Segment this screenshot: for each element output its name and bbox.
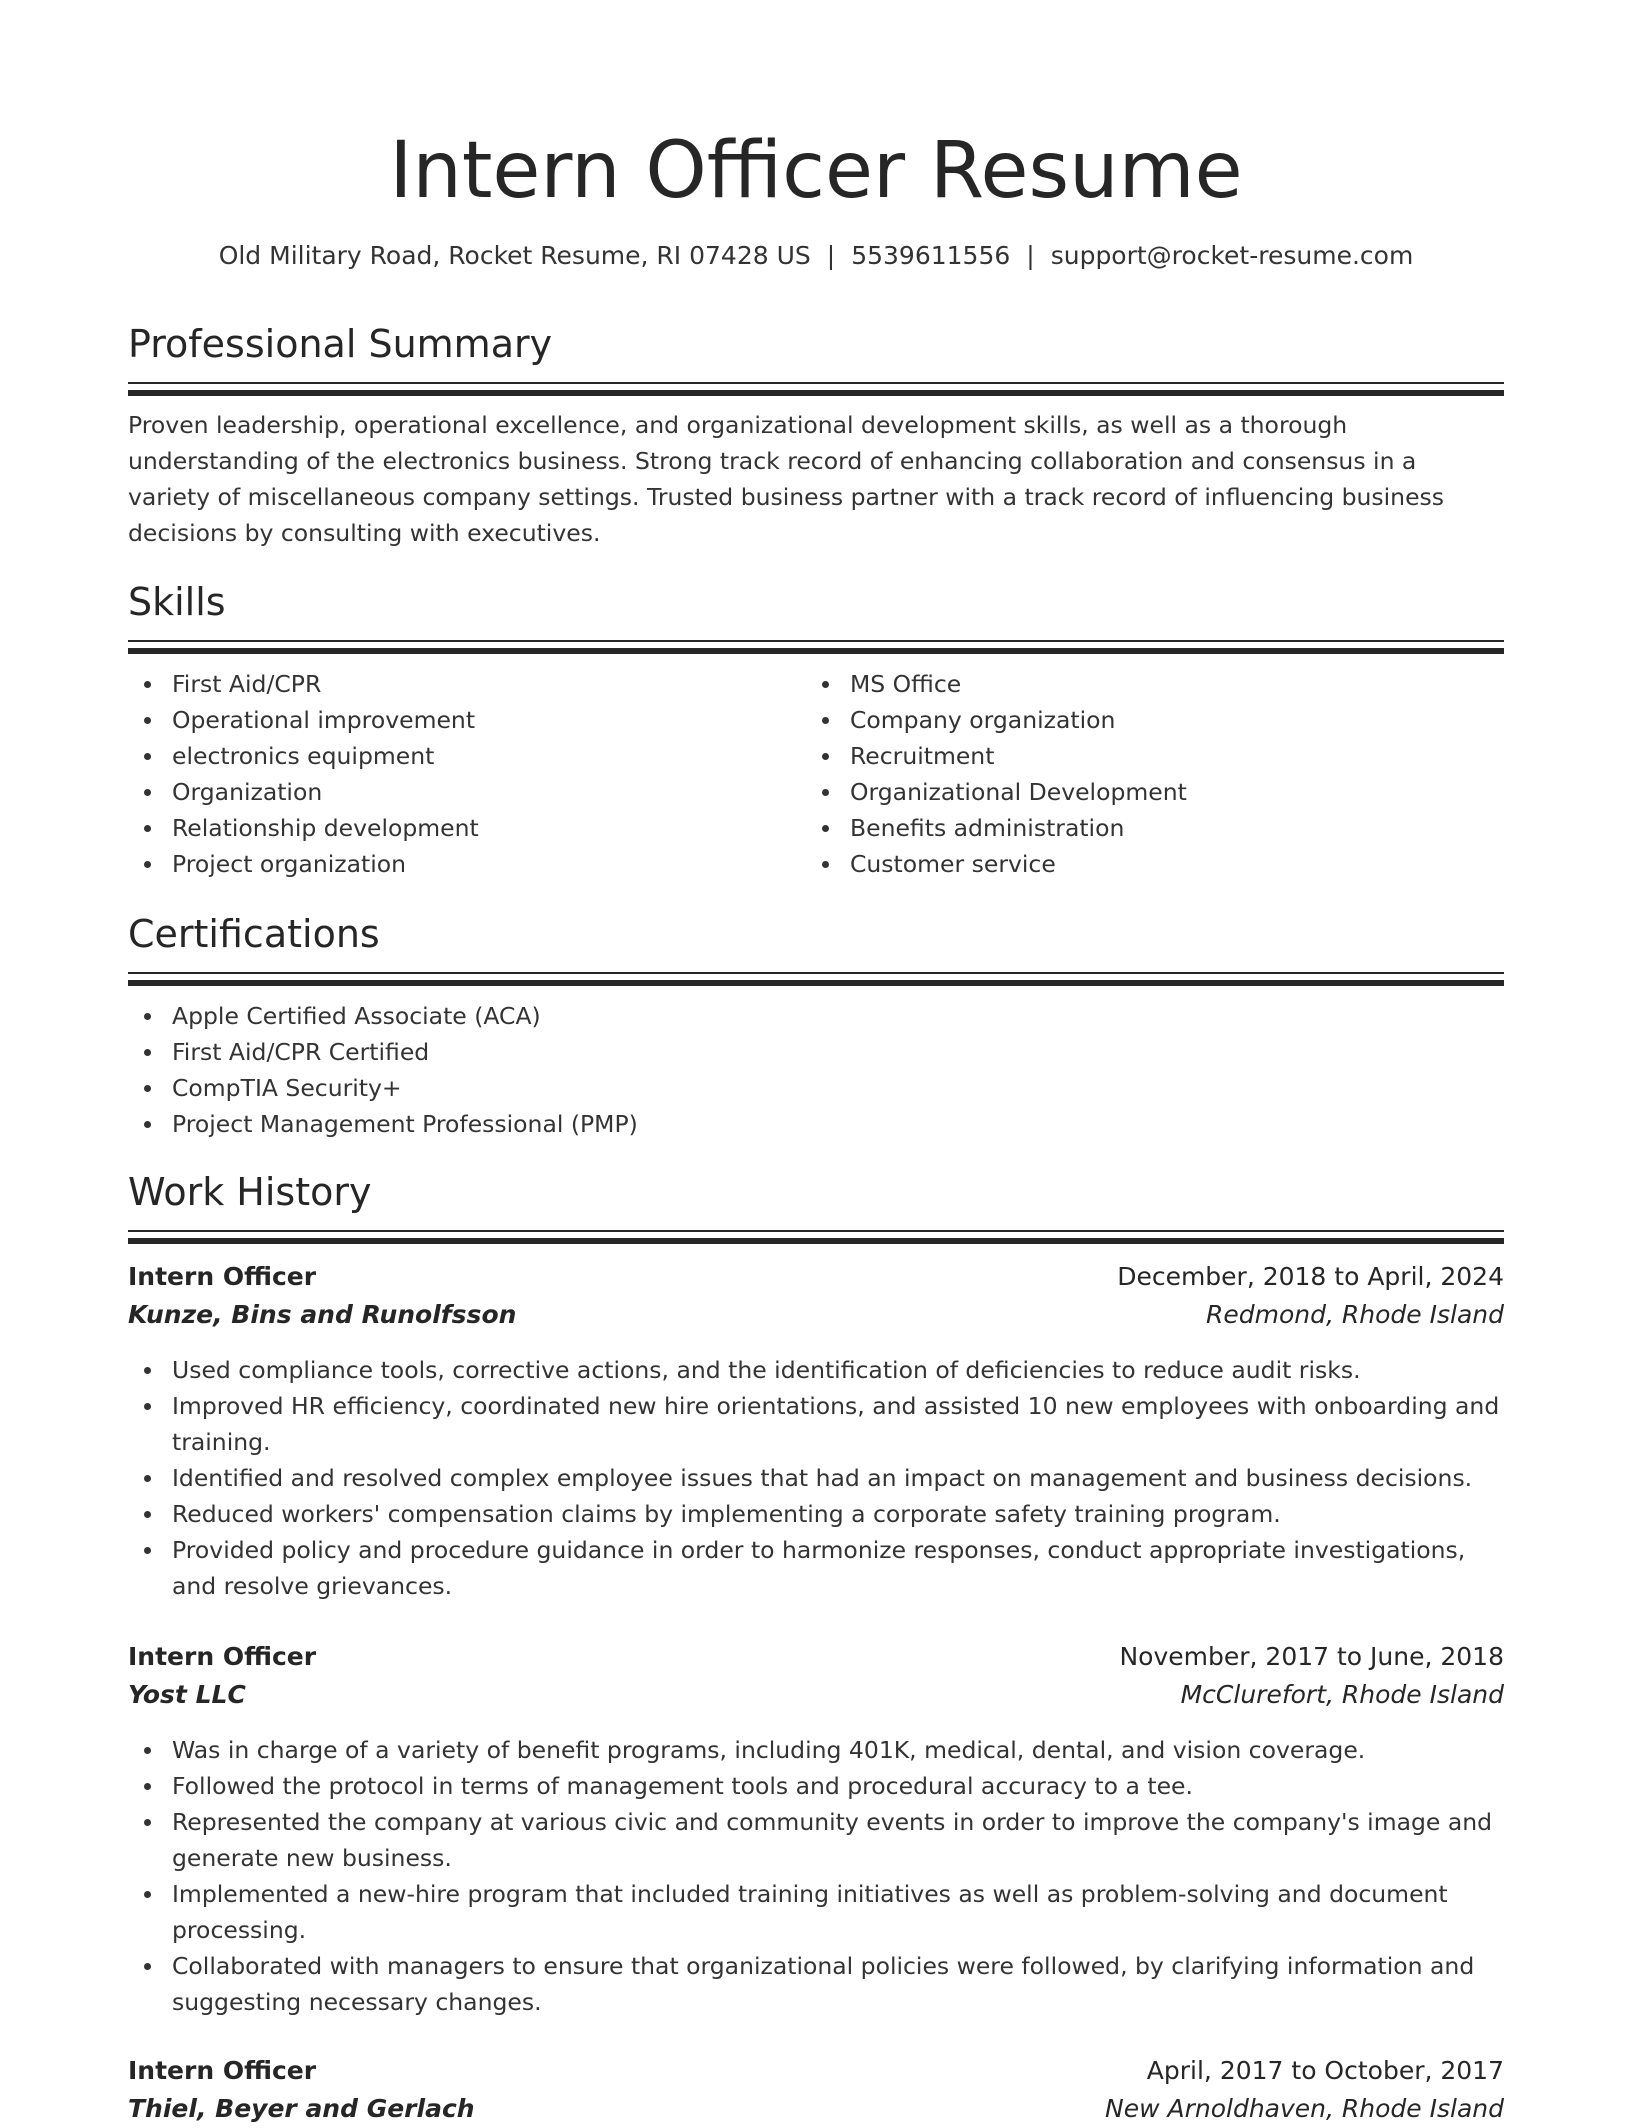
certifications-list: [128, 998, 1504, 1142]
job-company: Yost LLC: [128, 1680, 246, 1709]
certifications-section-header: [128, 908, 1504, 986]
job-bullet: Followed the protocol in terms of management tools and procedural accuracy to a tee.: [172, 1768, 1504, 1804]
skill-item: Relationship development: [172, 810, 806, 846]
skill-item: Company organization: [850, 702, 1504, 738]
skills-right-column: [806, 666, 1504, 882]
job-header-row: [128, 2052, 1504, 2090]
skill-item: Benefits administration: [850, 810, 1504, 846]
job-dates: December, 2018 to April, 2024: [1117, 1262, 1504, 1291]
skill-item: MS Office: [850, 666, 1504, 702]
job-bullet: Was in charge of a variety of benefit programs, including 401K, medical, dental, and vision coverage.: [172, 1732, 1504, 1768]
job-company-row: [128, 1296, 1504, 1334]
job-company-row: [128, 1676, 1504, 1714]
resume-title: Intern Officer Resume: [389, 126, 1243, 216]
contact-address: Old Military Road, Rocket Resume, RI 07428 US: [218, 241, 811, 270]
section-divider: [128, 1230, 1504, 1232]
certification-item: Apple Certified Associate (ACA): [172, 998, 1504, 1034]
certification-item: CompTIA Security+: [172, 1070, 1504, 1106]
job-location: New Arnoldhaven, Rhode Island: [1105, 2094, 1504, 2123]
skill-item: electronics equipment: [172, 738, 806, 774]
summary-text: Proven leadership, operational excellence, and organizational development skills, as well as a thorough understanding of the electronics business. Strong track record of enhancing collaboration and consensus in a variety of miscellaneous company settings. Trusted business partner with a track record of influencing business decisions by consulting with executives.: [128, 411, 1445, 547]
certification-item: First Aid/CPR Certified: [172, 1034, 1504, 1070]
job-title: Intern Officer: [128, 1262, 317, 1291]
section-heading: Certifications: [128, 912, 380, 956]
job-header-row: [128, 1638, 1504, 1676]
contact-line: [0, 238, 1632, 274]
job-company-row: [128, 2090, 1504, 2128]
job-bullets: [128, 1352, 1504, 1604]
job-company: Thiel, Beyer and Gerlach: [128, 2094, 475, 2123]
job-header-row: [128, 1258, 1504, 1296]
section-divider: [128, 972, 1504, 974]
job-title: Intern Officer: [128, 1642, 317, 1671]
section-divider: [128, 648, 1504, 654]
section-heading: Skills: [128, 580, 226, 624]
work-history-section-header: [128, 1166, 1504, 1244]
section-heading: Work History: [128, 1170, 372, 1214]
section-divider: [128, 390, 1504, 396]
section-heading: Professional Summary: [128, 322, 553, 366]
job-dates: April, 2017 to October, 2017: [1146, 2056, 1504, 2085]
section-divider: [128, 980, 1504, 986]
contact-separator: |: [1026, 241, 1035, 270]
job-bullet: Improved HR efficiency, coordinated new hire orientations, and assisted 10 new employees with onboarding and training.: [172, 1388, 1504, 1460]
section-divider: [128, 1238, 1504, 1244]
job-bullet: Collaborated with managers to ensure that organizational policies were followed, by clarifying information and suggesting necessary changes.: [172, 1948, 1504, 2020]
skill-item: Recruitment: [850, 738, 1504, 774]
skills-left-column: [128, 666, 806, 882]
skill-item: First Aid/CPR: [172, 666, 806, 702]
job-title: Intern Officer: [128, 2056, 317, 2085]
skill-item: Organizational Development: [850, 774, 1504, 810]
skill-item: Organization: [172, 774, 806, 810]
job-bullet: Reduced workers' compensation claims by implementing a corporate safety training program.: [172, 1496, 1504, 1532]
contact-phone: 5539611556: [851, 241, 1011, 270]
summary-section-header: [128, 318, 1504, 396]
job-bullet: Identified and resolved complex employee issues that had an impact on management and business decisions.: [172, 1460, 1504, 1496]
job-bullet: Used compliance tools, corrective actions, and the identification of deficiencies to reduce audit risks.: [172, 1352, 1504, 1388]
job-bullets: [128, 1732, 1504, 2020]
section-divider: [128, 382, 1504, 384]
skill-item: Operational improvement: [172, 702, 806, 738]
job-location: McClurefort, Rhode Island: [1180, 1680, 1504, 1709]
job-bullet: Implemented a new-hire program that included training initiatives as well as problem-solving and document processing.: [172, 1876, 1504, 1948]
job-location: Redmond, Rhode Island: [1206, 1300, 1504, 1329]
skill-item: Customer service: [850, 846, 1504, 882]
job-dates: November, 2017 to June, 2018: [1119, 1642, 1504, 1671]
job-bullet: Represented the company at various civic and community events in order to improve the company's image and generate new business.: [172, 1804, 1504, 1876]
job-bullet: Provided policy and procedure guidance in order to harmonize responses, conduct appropriate investigations, and resolve grievances.: [172, 1532, 1504, 1604]
certification-item: Project Management Professional (PMP): [172, 1106, 1504, 1142]
contact-separator: |: [826, 241, 836, 270]
section-divider: [128, 640, 1504, 642]
skill-item: Project organization: [172, 846, 806, 882]
job-company: Kunze, Bins and Runolfsson: [128, 1300, 517, 1329]
contact-email: support@rocket-resume.com: [1050, 241, 1414, 270]
skills-section-header: [128, 576, 1504, 654]
